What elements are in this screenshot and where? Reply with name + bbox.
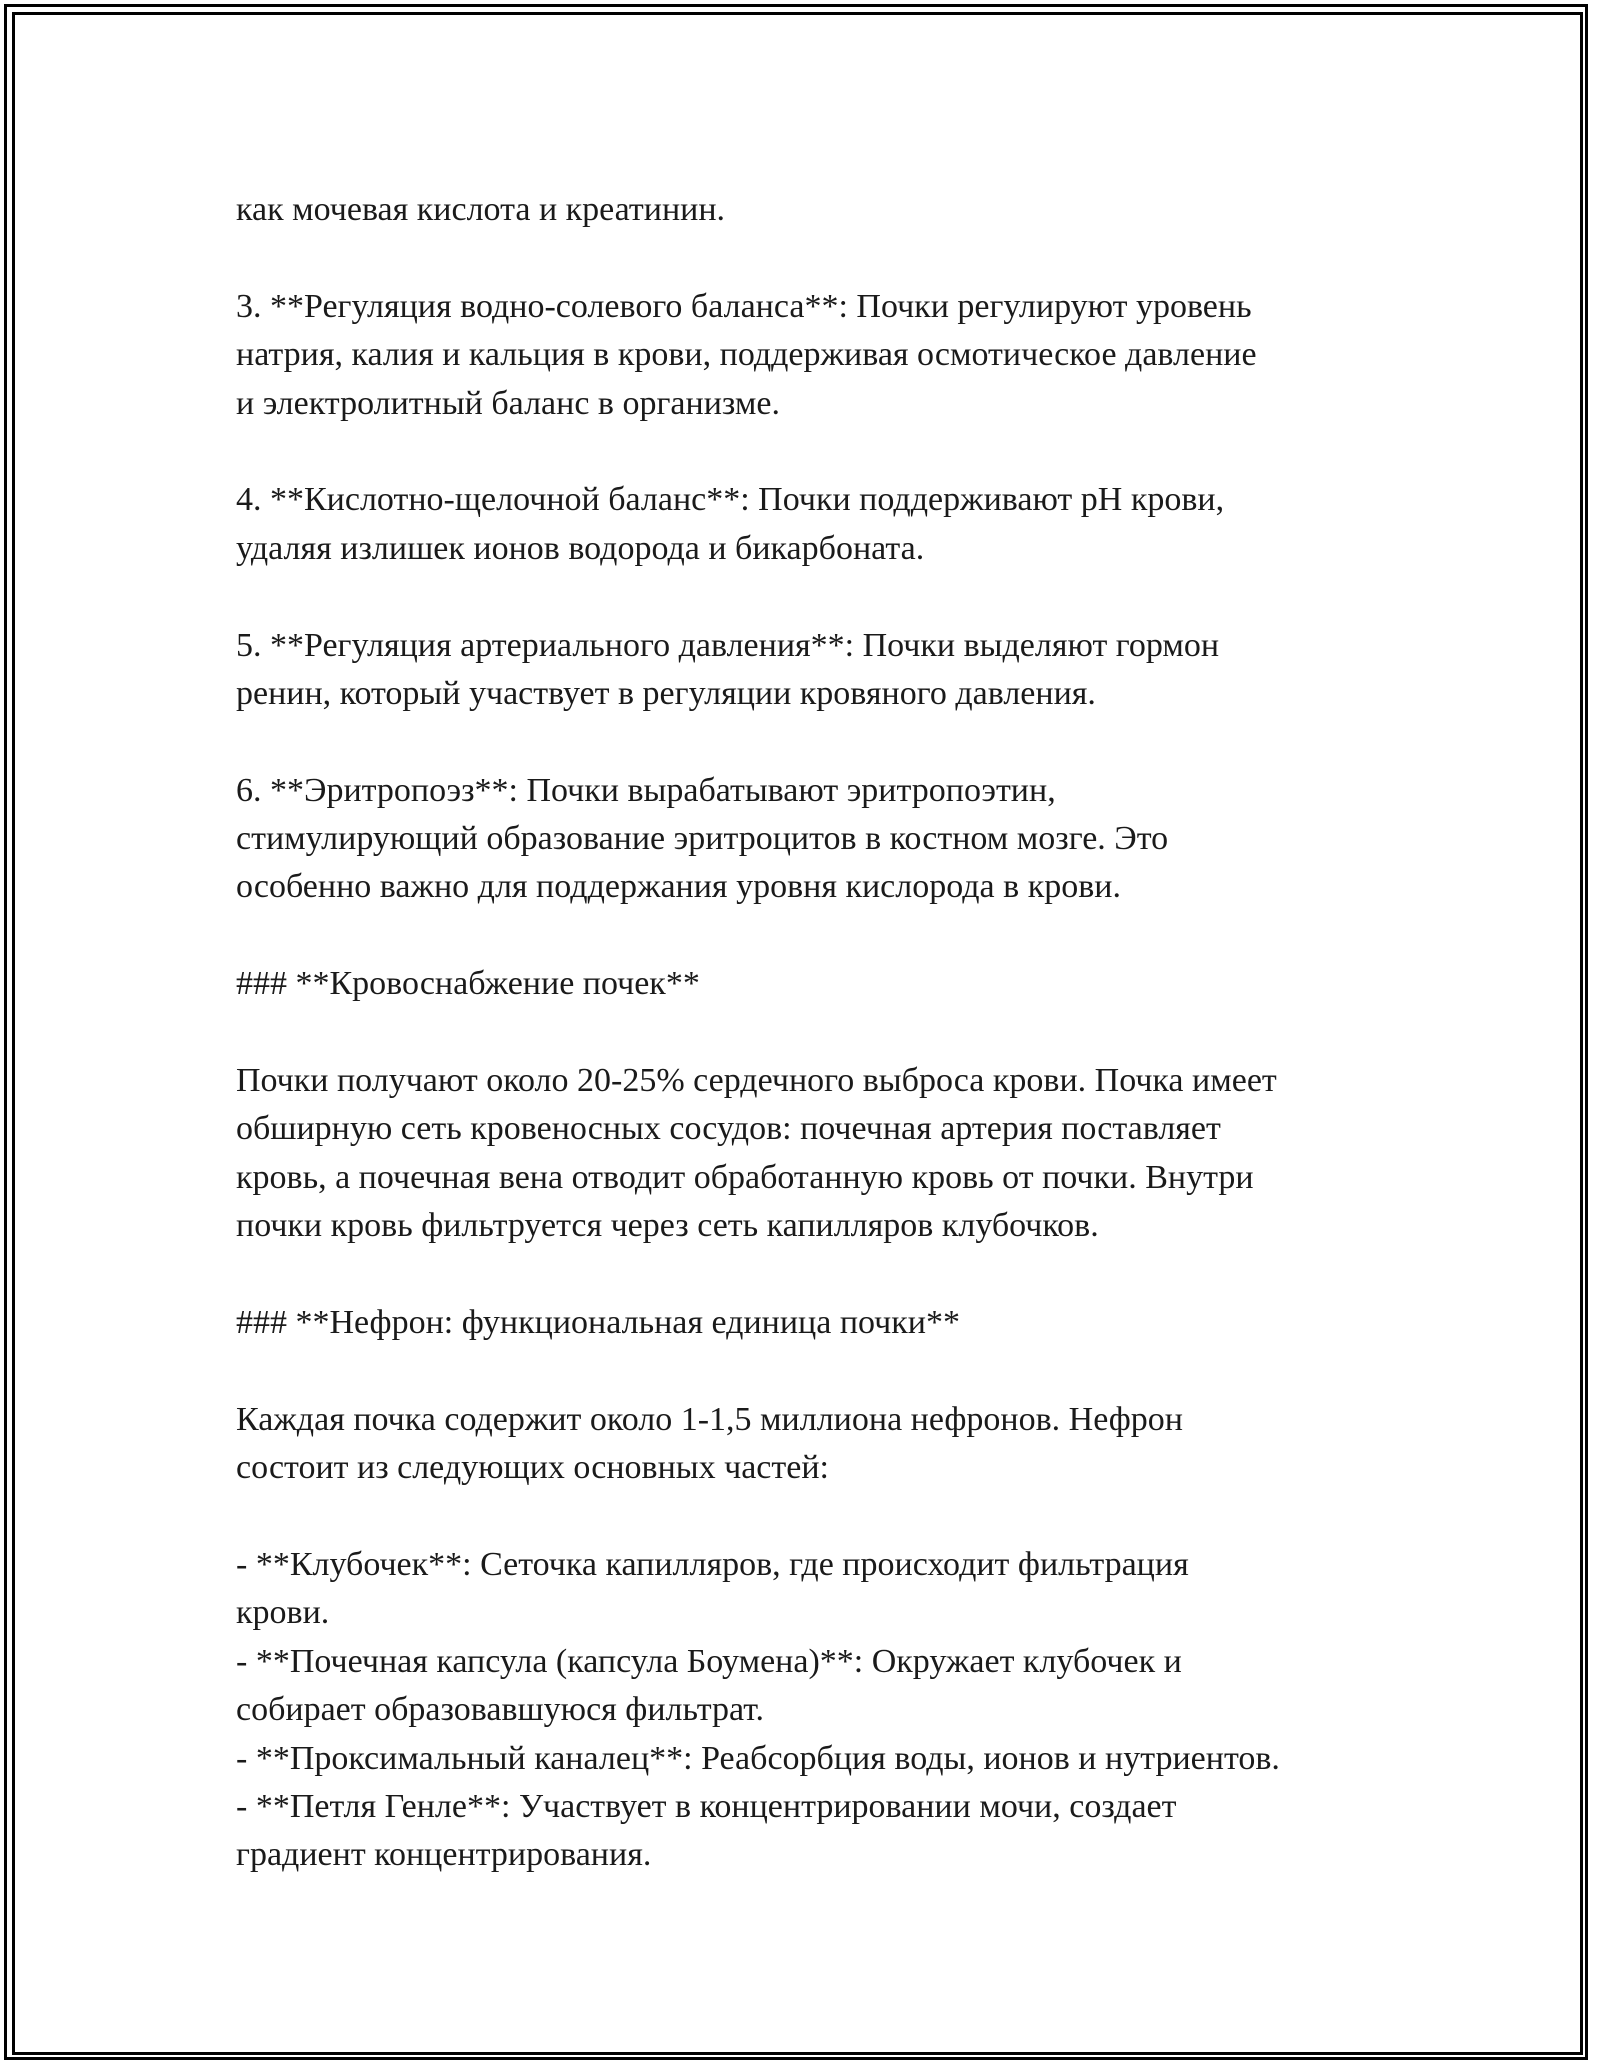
text-line: 6. **Эритропоэз**: Почки вырабатывают эритропоэтин, (236, 771, 1056, 809)
list-item-3-water-salt-balance (236, 283, 1386, 428)
paragraph-nephron-intro (236, 1396, 1386, 1493)
text-line: ### **Кровоснабжение почек** (236, 965, 700, 1003)
text-line: крови. (236, 1594, 330, 1632)
heading-nephron (236, 1299, 1386, 1347)
paragraph-spacer (236, 1251, 1386, 1299)
paragraph-spacer (236, 1347, 1386, 1395)
text-line: кровь, а почечная вена отводит обработанную кровь от почки. Внутри (236, 1158, 1254, 1196)
text-line: Каждая почка содержит около 1-1,5 миллиона нефронов. Нефрон (236, 1400, 1183, 1438)
text-line: ренин, который участвует в регуляции кровяного давления. (236, 674, 1096, 712)
text-line: - **Почечная капсула (капсула Боумена)**: Окружает клубочек и (236, 1642, 1182, 1680)
heading-blood-supply (236, 960, 1386, 1008)
text-line: как мочевая кислота и креатинин. (236, 191, 726, 228)
text-line: 5. **Регуляция артериального давления**: Почки выделяют гормон (236, 626, 1220, 664)
text-line: ### **Нефрон: функциональная единица почки** (236, 1303, 960, 1341)
list-item-5-blood-pressure (236, 622, 1386, 719)
paragraph-spacer (236, 428, 1386, 476)
text-line: - **Проксимальный каналец**: Реабсорбция воды, ионов и нутриентов. (236, 1739, 1280, 1777)
text-line: - **Клубочек**: Сеточка капилляров, где происходит фильтрация (236, 1545, 1189, 1583)
paragraph-spacer (236, 234, 1386, 282)
text-line: состоит из следующих основных частей: (236, 1449, 829, 1487)
paragraph-spacer (236, 718, 1386, 766)
paragraph-excretion-continuation (236, 186, 1386, 234)
list-item-4-acid-base-balance (236, 476, 1386, 573)
paragraph-spacer (236, 573, 1386, 621)
paragraph-blood-supply (236, 1057, 1386, 1251)
text-line: - **Петля Генле**: Участвует в концентрировании мочи, создает (236, 1787, 1177, 1825)
text-line: градиент концентрирования. (236, 1836, 652, 1874)
paragraph-spacer (236, 1493, 1386, 1541)
text-line: и электролитный баланс в организме. (236, 384, 780, 422)
text-line: обширную сеть кровеносных сосудов: почечная артерия поставляет (236, 1110, 1221, 1148)
text-line: Почки получают около 20-25% сердечного выброса крови. Почка имеет (236, 1062, 1277, 1100)
text-line: 4. **Кислотно-щелочной баланс**: Почки поддерживают pH крови, (236, 481, 1225, 519)
text-line: стимулирующий образование эритроцитов в костном мозге. Это (236, 820, 1169, 858)
text-line: почки кровь фильтруется через сеть капилляров клубочков. (236, 1207, 1099, 1245)
text-line: удаляя излишек ионов водорода и бикарбоната. (236, 529, 925, 567)
text-line: натрия, калия и кальция в крови, поддерживая осмотическое давление (236, 336, 1257, 374)
nephron-parts-list (236, 1541, 1386, 1880)
paragraph-spacer (236, 912, 1386, 960)
document-body (236, 186, 1386, 1880)
text-line: собирает образовавшуюся фильтрат. (236, 1691, 764, 1729)
list-item-6-erythropoiesis (236, 767, 1386, 912)
text-line: особенно важно для поддержания уровня кислорода в крови. (236, 868, 1121, 906)
text-line: 3. **Регуляция водно-солевого баланса**: Почки регулируют уровень (236, 287, 1252, 325)
paragraph-spacer (236, 1009, 1386, 1057)
